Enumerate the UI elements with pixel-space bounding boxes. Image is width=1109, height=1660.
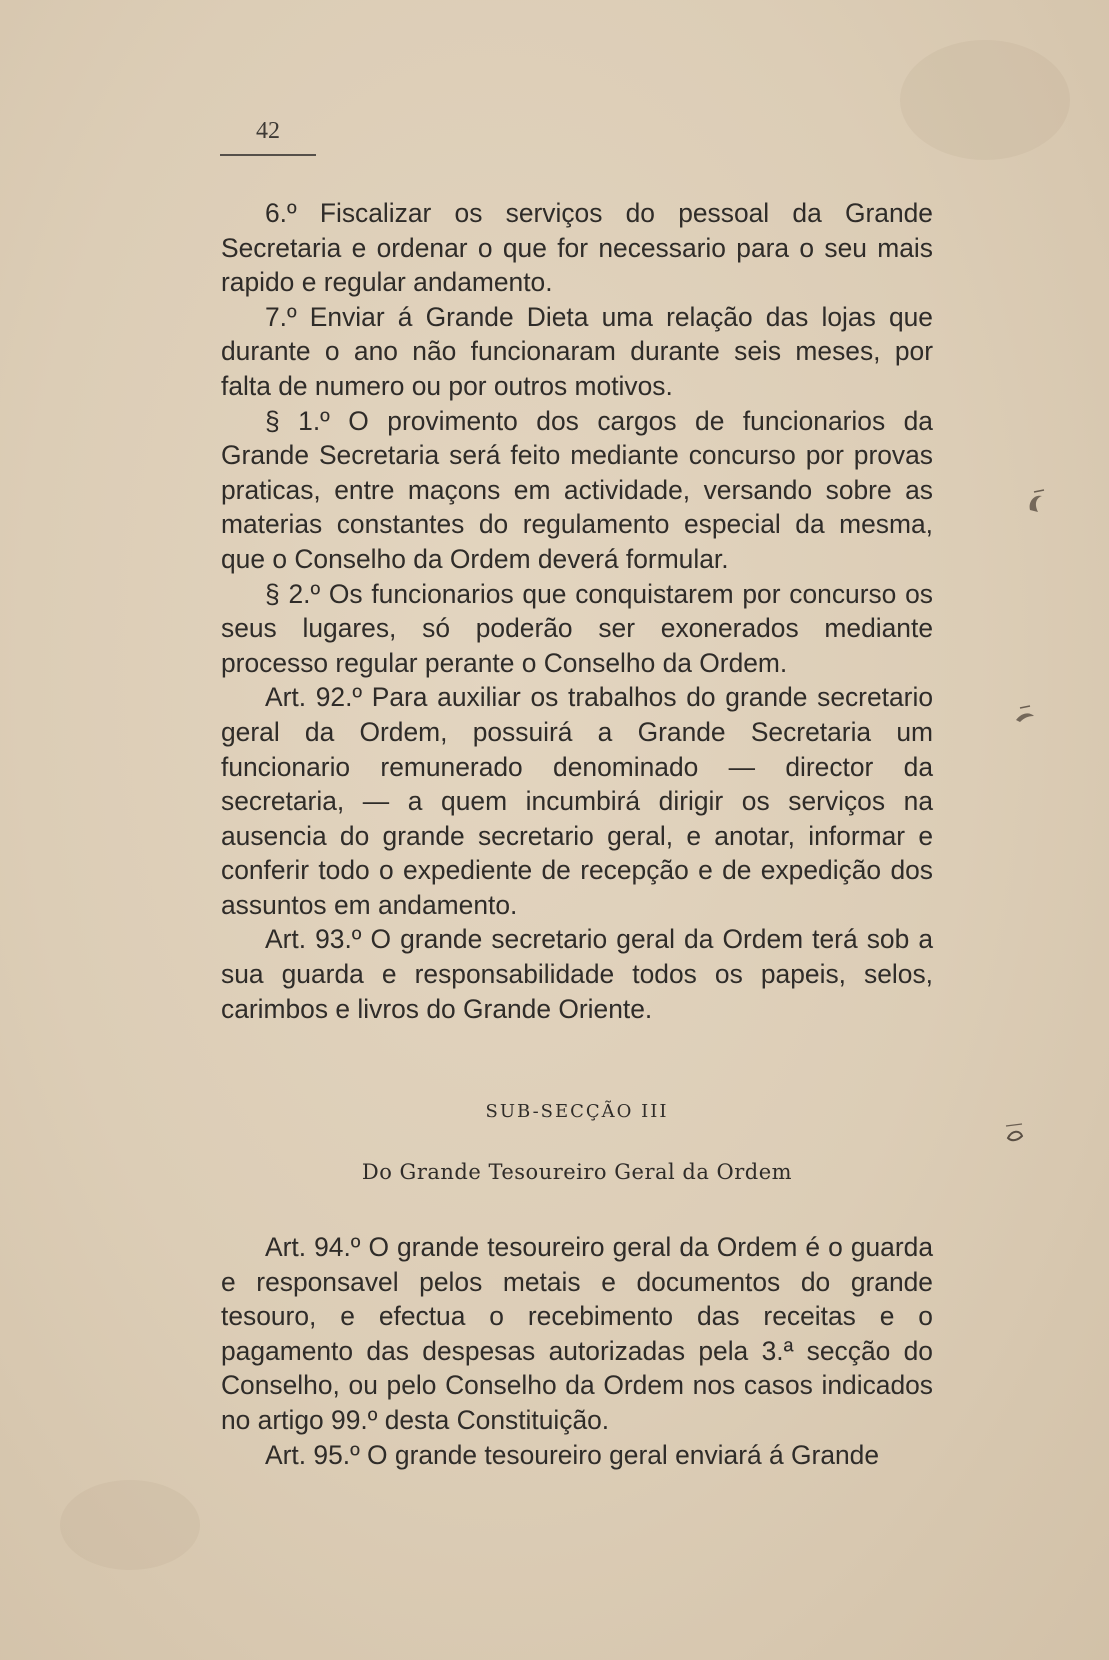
paper-stain [60, 1480, 200, 1570]
subsection-title: Do Grande Tesoureiro Geral da Ordem [361, 1160, 793, 1184]
paragraph-art-95: Art. 95.º O grande tesoureiro geral enviará á Grande [265, 1439, 880, 1470]
page-number: 42 [256, 118, 280, 144]
paragraph-art-92: Art. 92.º Para auxiliar os trabalhos do grande secretario geral da Ordem, possuirá a Grande Secretaria um funcionario remunerado denominado — director da secretaria, — a quem incumbirá dirigir os serviços na ausencia do grande secretario geral, e anotar, informar e conferir todo o expediente de recepção e de expedição dos assuntos em andamento. [221, 682, 933, 920]
margin-ink-mark-icon [1024, 488, 1050, 518]
header-rule [220, 154, 316, 156]
paper-stain [900, 40, 1070, 160]
paragraph-section-1: § 1.º O provimento dos cargos de funcionarios da Grande Secretaria será feito mediante concurso por provas praticas, entre maçons em actividade, versando sobre as materias constantes do regulamento especial da mesma, que o Conselho da Ordem deverá formular. [221, 405, 933, 574]
text-block-bottom [221, 1230, 933, 1472]
paragraph-art-93: Art. 93.º O grande secretario geral da Ordem terá sob a sua guarda e responsabilidade todos os papeis, selos, carimbos e livros do Grande Oriente. [221, 924, 933, 1024]
margin-ink-mark-icon [1002, 1120, 1028, 1150]
subsection-label: SUB-SECÇÃO III [485, 1101, 669, 1122]
paragraph-item-6: 6.º Fiscalizar os serviços do pessoal da Grande Secretaria e ordenar o que for necessario para o seu mais rapido e regular andamento. [221, 198, 933, 298]
paragraph-art-94: Art. 94.º O grande tesoureiro geral da Ordem é o guarda e responsavel pelos metais e documentos do grande tesouro, e efectua o recebimento das receitas e o pagamento das despesas autorizadas pela 3.ª secção do Conselho, ou pelo Conselho da Ordem nos casos indicados no artigo 99.º desta Constituição. [221, 1232, 933, 1435]
margin-ink-mark-icon [1012, 700, 1038, 730]
paragraph-section-2: § 2.º Os funcionarios que conquistarem por concurso os seus lugares, só poderão ser exonerados mediante processo regular perante o Conselho da Ordem. [221, 578, 933, 678]
paragraph-item-7: 7.º Enviar á Grande Dieta uma relação das lojas que durante o ano não funcionaram durante seis meses, por falta de numero ou por outros motivos. [221, 301, 933, 401]
text-block-top [221, 196, 933, 1026]
